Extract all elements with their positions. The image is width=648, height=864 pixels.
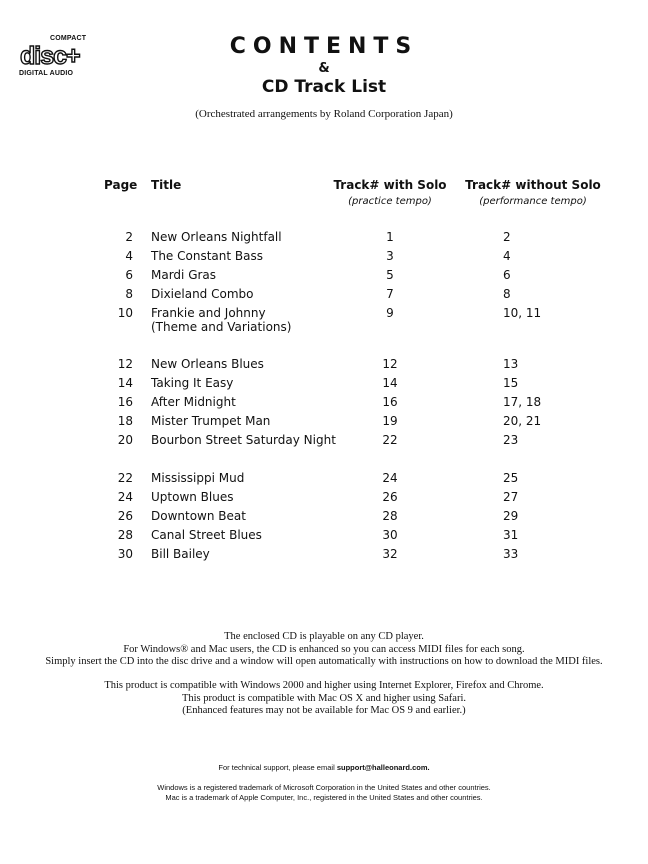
table-row [0,433,648,452]
table-row [0,287,648,306]
note-line: (Enhanced features may not be available for Mac OS 9 and earlier.) [182,705,466,716]
row-track-without-solo: 33 [503,547,519,561]
support-email-link[interactable]: support@halleonard.com. [336,763,430,772]
logo-bottom-text: DIGITAL AUDIO [19,70,74,77]
row-page: 24 [117,490,133,504]
row-track-with-solo: 12 [382,357,398,371]
row-track-with-solo: 24 [382,471,398,485]
header-without-solo-sub: (performance tempo) [479,196,587,207]
row-page: 2 [125,230,133,244]
row-track-with-solo: 19 [382,414,398,428]
row-page: 8 [125,287,133,301]
header-title: Title [151,178,182,192]
row-title-sub: (Theme and Variations) [151,320,292,334]
row-track-with-solo: 7 [386,287,394,301]
row-track-without-solo: 13 [503,357,519,371]
note-line: This product is compatible with Mac OS X and higher using Safari. [181,692,467,704]
row-title [151,490,234,504]
row-title-text: Bill Bailey [151,547,210,561]
row-title [151,376,233,390]
row-title-text: Downtown Beat [151,509,246,523]
row-track-without-solo: 4 [503,249,511,263]
row-title-text: After Midnight [151,395,236,409]
row-track-with-solo: 28 [382,509,398,523]
row-title-text: Mardi Gras [151,268,217,282]
row-title [151,547,210,561]
row-track-without-solo: 29 [503,509,519,523]
row-track-with-solo: 16 [382,395,398,409]
page-subtitle: CD Track List [261,77,387,97]
row-track-without-solo: 20, 21 [503,414,542,428]
row-track-without-solo: 8 [503,287,511,301]
row-track-without-solo: 25 [503,471,519,485]
row-title [151,287,254,301]
logo-top-text: COMPACT [50,35,87,42]
row-title [151,471,244,485]
row-track-with-solo: 14 [382,376,398,390]
table-row [0,528,648,547]
header-without-solo: Track# without Solo [465,178,601,192]
cd-notes [0,631,648,669]
row-page: 12 [117,357,133,371]
row-title-text: Uptown Blues [151,490,234,504]
row-title-text: Canal Street Blues [151,528,262,542]
support-line [0,763,648,773]
row-title-text: Mister Trumpet Man [151,414,271,428]
row-title [151,433,336,447]
table-row [0,357,648,376]
row-page: 22 [117,471,133,485]
row-title-text: Mississippi Mud [151,471,245,485]
row-track-with-solo: 9 [386,306,394,320]
ampersand: & [318,61,330,76]
row-page: 10 [117,306,133,320]
row-page: 18 [117,414,133,428]
row-track-without-solo: 23 [503,433,519,447]
row-title-text: Bourbon Street Saturday Night [151,433,336,447]
row-track-with-solo: 3 [386,249,394,263]
note-line: Simply insert the CD into the disc drive and a window will open automatically with instructions on how to download the MIDI files. [45,656,603,667]
row-track-without-solo: 27 [503,490,519,504]
table-row [0,471,648,490]
row-page: 4 [125,249,133,263]
row-page: 16 [117,395,133,409]
row-track-without-solo: 6 [503,268,511,282]
row-track-without-solo: 15 [503,376,519,390]
row-title [151,357,264,371]
note-line: The enclosed CD is playable on any CD player. [224,631,424,642]
table-row [0,376,648,395]
support-text: For technical support, please email [218,763,337,772]
row-title-text: Dixieland Combo [151,287,254,301]
row-title-text: Taking It Easy [151,376,234,390]
table-row [0,490,648,509]
row-title-text: Frankie and Johnny [151,306,266,320]
row-title [151,528,262,542]
row-title-text: New Orleans Nightfall [151,230,282,244]
table-row [0,509,648,528]
logo-disc-text: disc+ [20,42,80,70]
row-track-with-solo: 32 [382,547,398,561]
row-track-without-solo: 10, 11 [503,306,542,320]
row-track-with-solo: 30 [382,528,398,542]
row-title [151,509,246,523]
row-title [151,249,263,263]
trademark-line: Mac is a trademark of Apple Computer, Inc., registered in the United States and other countries. [165,793,483,802]
row-page: 14 [117,376,133,390]
row-track-without-solo: 17, 18 [503,395,542,409]
table-row [0,249,648,268]
table-row [0,230,648,249]
row-page: 26 [117,509,133,523]
trademark-line: Windows is a registered trademark of Microsoft Corporation in the United States and other countries. [157,783,491,792]
header-page: Page [104,178,138,192]
compat-notes [0,680,648,718]
credit-line: (Orchestrated arrangements by Roland Corporation Japan) [195,108,453,120]
header-with-solo: Track# with Solo [333,178,447,192]
row-track-without-solo: 31 [503,528,519,542]
note-line: For Windows® and Mac users, the CD is enhanced so you can access MIDI files for each song. [123,643,525,655]
row-page: 6 [125,268,133,282]
row-track-with-solo: 22 [382,433,398,447]
row-title [151,268,216,282]
row-title [151,230,282,244]
table-row [0,547,648,566]
row-title [151,395,236,409]
trademark-notes [0,783,648,803]
row-page: 20 [117,433,133,447]
page-title: CONTENTS [229,34,419,59]
row-track-with-solo: 26 [382,490,398,504]
table-row [0,268,648,287]
note-line: This product is compatible with Windows 2000 and higher using Internet Explorer, Firefox and Chrome. [104,680,544,691]
row-title-text: New Orleans Blues [151,357,264,371]
table-row [0,306,648,334]
table-row [0,395,648,414]
row-title [151,414,270,428]
row-page: 28 [117,528,133,542]
row-track-with-solo: 5 [386,268,394,282]
row-title [151,306,291,334]
row-page: 30 [117,547,133,561]
row-title-text: The Constant Bass [151,249,263,263]
row-track-with-solo: 1 [386,230,394,244]
row-track-without-solo: 2 [503,230,511,244]
table-row [0,414,648,433]
header-with-solo-sub: (practice tempo) [348,196,432,207]
